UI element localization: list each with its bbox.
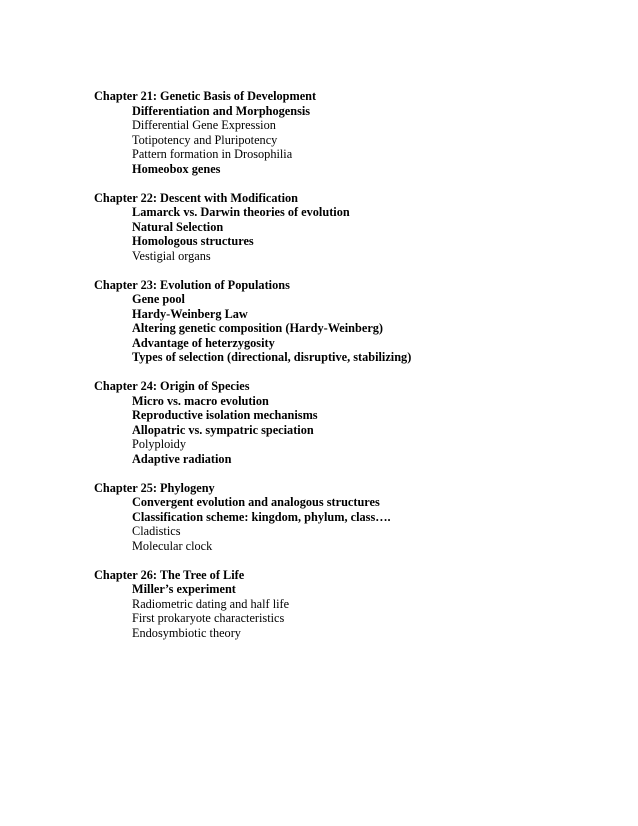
topic-item: Types of selection (directional, disruptive, stabilizing) [132,350,412,364]
topic-item: Vestigial organs [132,248,211,263]
chapter-title: Chapter 22: Descent with Modification [94,190,299,205]
topic-item: First prokaryote characteristics [132,611,285,625]
chapter-block [94,89,614,176]
topic-item: Allopatric vs. sympatric speciation [132,422,314,437]
chapter-block [94,191,614,264]
chapter-outline [94,89,614,655]
topic-item: Altering genetic composition (Hardy-Weinberg) [132,321,384,335]
chapter-title: Chapter 26: The Tree of Life [94,567,245,582]
topic-item: Classification scheme: kingdom, phylum, class…. [132,509,391,524]
chapter-block [94,568,614,641]
topic-item: Radiometric dating and half life [132,596,290,611]
topic-item: Pattern formation in Drosophilia [132,147,293,161]
topic-item: Reproductive isolation mechanisms [132,408,318,422]
topic-item: Advantage of heterzygosity [132,335,275,350]
topic-item: Homologous structures [132,234,254,248]
topic-item: Polyploidy [132,437,186,451]
topic-item: Natural Selection [132,219,224,234]
topic-item: Lamarck vs. Darwin theories of evolution [132,205,350,219]
topic-item: Micro vs. macro evolution [132,393,269,408]
topic-item: Hardy-Weinberg Law [132,306,248,321]
topic-item: Convergent evolution and analogous structures [132,495,380,509]
topic-item: Adaptive radiation [132,451,232,466]
topic-item: Gene pool [132,292,185,306]
chapter-title: Chapter 23: Evolution of Populations [94,277,290,292]
chapter-title: Chapter 25: Phylogeny [94,480,215,495]
topic-item: Miller’s experiment [132,582,236,596]
chapter-block [94,278,614,365]
topic-item: Endosymbiotic theory [132,625,241,640]
chapter-block [94,379,614,466]
chapter-title: Chapter 21: Genetic Basis of Development [94,89,317,103]
topic-item: Molecular clock [132,538,213,553]
chapter-block [94,481,614,554]
topic-item: Differential Gene Expression [132,118,276,132]
chapter-title: Chapter 24: Origin of Species [94,379,250,393]
topic-item: Totipotency and Pluripotency [132,132,278,147]
topic-item: Homeobox genes [132,161,221,176]
topic-item: Differentiation and Morphogensis [132,103,311,118]
topic-item: Cladistics [132,524,181,538]
